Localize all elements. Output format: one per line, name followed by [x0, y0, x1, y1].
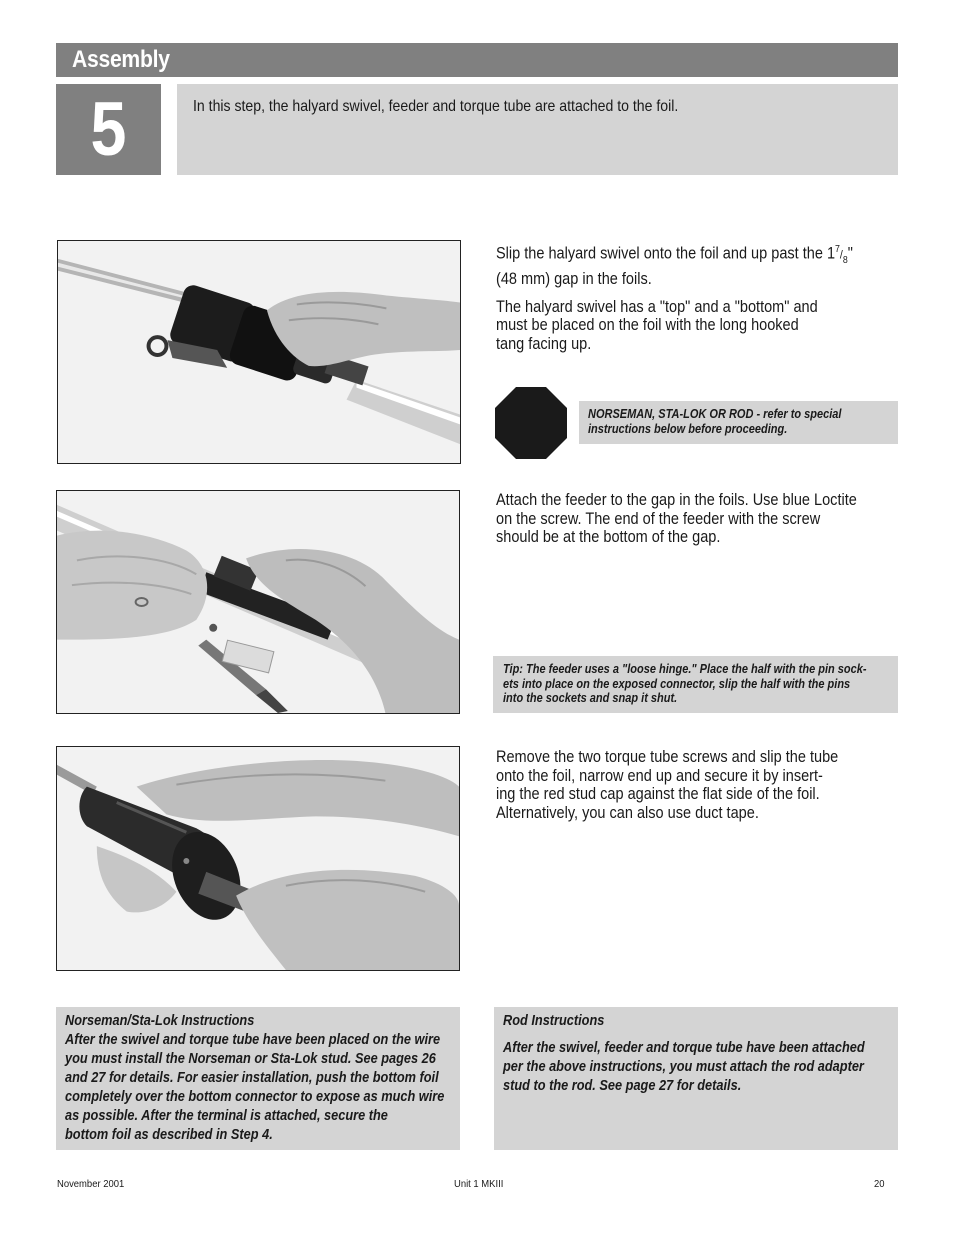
norseman-note-line: and 27 for details. For easier installation, push the bottom foil	[65, 1070, 439, 1086]
feeder-illustration	[57, 491, 459, 713]
warning-line: instructions below before proceeding.	[588, 421, 788, 436]
norseman-note-box	[56, 1007, 460, 1150]
swivel-para2-line: must be placed on the foil with the long hooked	[496, 316, 799, 335]
rod-note-line: per the above instructions, you must attach the rod adapter	[503, 1059, 864, 1075]
norseman-note-heading: Norseman/Sta-Lok Instructions	[65, 1013, 255, 1029]
photo-torque-tube	[56, 746, 460, 971]
rod-note-box	[494, 1007, 898, 1150]
swivel-line-2: (48 mm) gap in the foils.	[496, 270, 652, 289]
step-intro-text: In this step, the halyard swivel, feeder and torque tube are attached to the foil.	[193, 98, 679, 115]
norseman-note-text	[65, 1012, 444, 1145]
fraction-denominator: 8	[842, 254, 848, 266]
tip-box	[493, 656, 898, 713]
norseman-note-line: as possible. After the terminal is attached, secure the	[65, 1108, 388, 1124]
section-header	[56, 43, 898, 77]
fraction-numerator: 7	[835, 244, 840, 255]
feeder-line: Attach the feeder to the gap in the foils. Use blue Loctite	[496, 491, 857, 509]
swivel-line-1-text: Slip the halyard swivel onto the foil and up past the 1	[496, 244, 836, 263]
norseman-note-line: completely over the bottom connector to expose as much wire	[65, 1089, 445, 1105]
torque-tube-instructions	[496, 748, 838, 822]
footer-date: November 2001	[57, 1178, 125, 1190]
step-intro-box	[177, 84, 898, 175]
warning-box	[579, 401, 898, 444]
torque-line: ing the red stud cap against the flat side of the foil.	[496, 785, 820, 803]
norseman-note-line: bottom foil as described in Step 4.	[65, 1127, 273, 1143]
torque-line: onto the foil, narrow end up and secure it by insert-	[496, 766, 823, 785]
torque-line: Alternatively, you can also use duct tape.	[496, 803, 759, 822]
tip-line: ets into place on the exposed connector, slip the half with the pins	[503, 676, 851, 691]
rod-note-text	[503, 1012, 865, 1096]
torque-line: Remove the two torque tube screws and slip the tube	[496, 748, 839, 766]
halyard-swivel-illustration	[58, 241, 460, 463]
footer-page-number: 20	[874, 1178, 885, 1190]
swivel-line-1	[496, 241, 853, 270]
swivel-para2-line: tang facing up.	[496, 334, 592, 353]
tip-line: Tip: The feeder uses a "loose hinge." Place the half with the pin sock-	[503, 662, 867, 676]
norseman-note-line: After the swivel and torque tube have been placed on the wire	[65, 1032, 441, 1048]
photo-feeder	[56, 490, 460, 714]
swivel-instructions	[496, 241, 853, 362]
rod-note-line: After the swivel, feeder and torque tube have been attached	[503, 1040, 865, 1056]
torque-tube-illustration	[57, 747, 459, 970]
swivel-para2-line: The halyard swivel has a "top" and a "bottom" and	[496, 297, 818, 316]
step-number-box	[56, 84, 161, 175]
tip-text	[503, 662, 867, 706]
footer-unit: Unit 1 MKIII	[454, 1178, 504, 1190]
tip-line: into the sockets and snap it shut.	[503, 691, 678, 705]
warning-line: NORSEMAN, STA-LOK OR ROD - refer to special	[588, 407, 842, 421]
photo-halyard-swivel	[57, 240, 461, 464]
section-title: Assembly	[72, 46, 170, 73]
stop-sign-icon	[494, 386, 568, 460]
feeder-line: on the screw. The end of the feeder with the screw	[496, 509, 821, 528]
warning-text	[588, 407, 841, 436]
norseman-note-line: you must install the Norseman or Sta-Lok stud. See pages 26	[65, 1051, 436, 1067]
feeder-line: should be at the bottom of the gap.	[496, 528, 721, 546]
feeder-instructions	[496, 491, 857, 547]
step-number: 5	[90, 87, 127, 172]
inch-mark: "	[847, 244, 853, 263]
rod-note-line: stud to the rod. See page 27 for details.	[503, 1078, 742, 1094]
fraction-separator: /	[839, 247, 843, 262]
rod-note-heading: Rod Instructions	[503, 1013, 605, 1029]
